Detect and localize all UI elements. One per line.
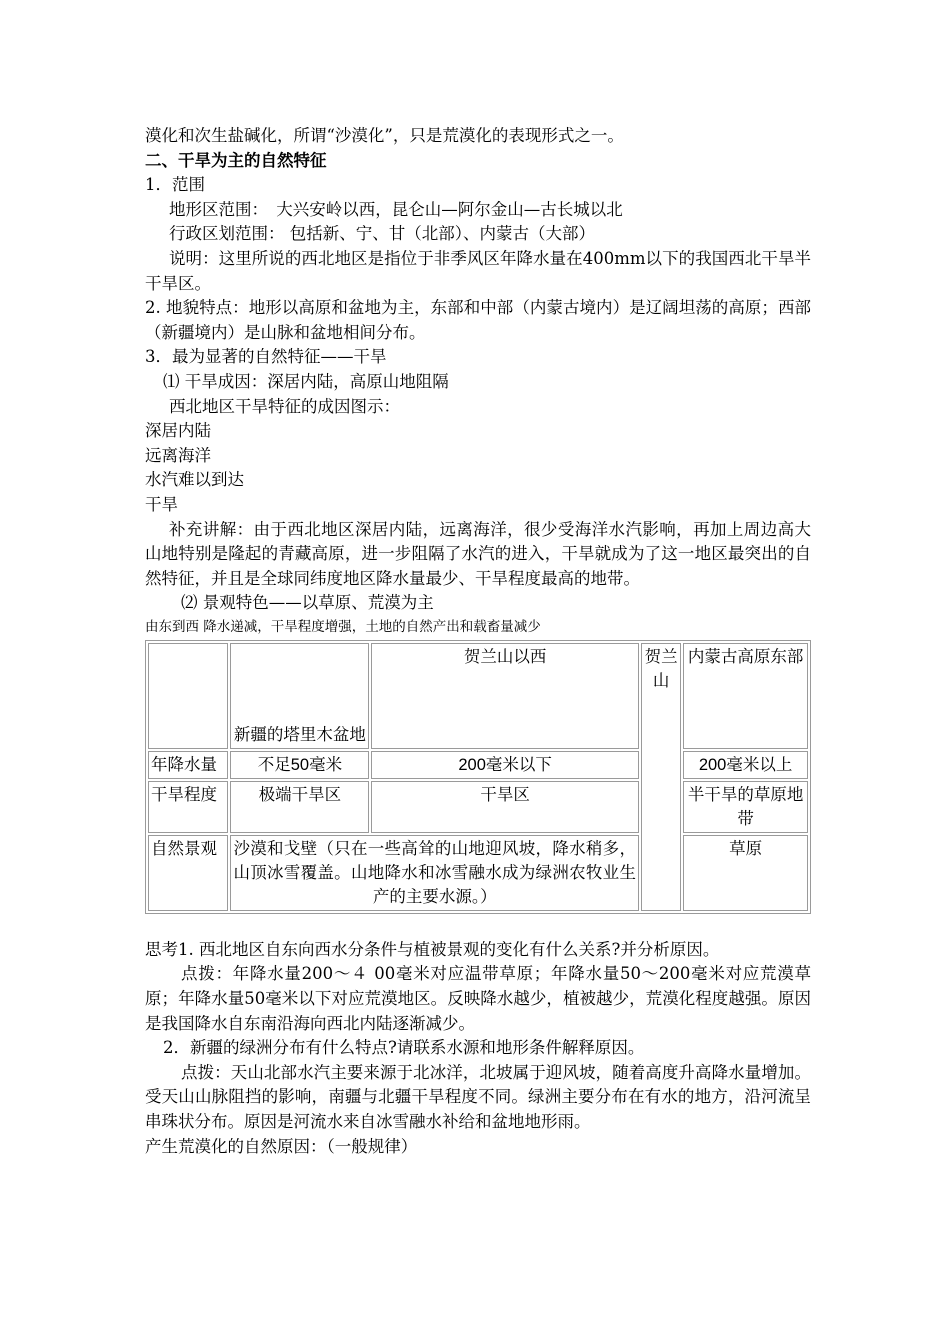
row-label-aridity: 干旱程度 <box>148 781 228 833</box>
diagram-step-drought: 干旱 <box>145 494 178 514</box>
header-tarim-basin: 新疆的塔里木盆地 <box>230 643 369 749</box>
administrative-scope: 行政区划范围： 包括新、宁、甘（北部）、内蒙古（大部） <box>169 224 595 244</box>
supplementary-explanation: 补充讲解：由于西北地区深居内陆，远离海洋，很少受海洋水汽影响，再加上周边高大山地特别是隆起的青藏高原，进一步阻隔了水汽的进入，干旱就成为了这一地区最突出的自然特征，并且是全球同纬度地区降水量最少、干旱程度最高的地带。 <box>145 519 811 588</box>
item-main-feature: 3．最为显著的自然特征——干旱 <box>145 347 387 367</box>
drought-cause-diagram-title: 西北地区干旱特征的成因图示： <box>169 396 400 416</box>
table-corner-cell <box>148 643 228 749</box>
row-label-precipitation: 年降水量 <box>148 751 228 779</box>
row-label-landscape: 自然景观 <box>148 835 228 911</box>
cell-east-precipitation: 200毫米以上 <box>683 751 808 779</box>
cell-tarim-precipitation: 不足50毫米 <box>230 751 369 779</box>
cell-tarim-aridity: 极端干旱区 <box>230 781 369 833</box>
cell-east-landscape: 草原 <box>683 835 808 911</box>
question-1: 思考1. 西北地区自东向西水分条件与植被景观的变化有什么关系?并分析原因。 <box>145 939 720 959</box>
cell-west-aridity: 干旱区 <box>371 781 639 833</box>
natural-causes-heading: 产生荒漠化的自然原因：（一般规律） <box>145 1136 418 1156</box>
cell-west-landscape: 沙漠和戈壁（只在一些高耸的山地迎风坡，降水稍多，山顶冰雪覆盖。山地降水和冰雪融水成为绿洲农牧业生产的主要水源。） <box>230 835 638 911</box>
diagram-step-vapor: 水汽难以到达 <box>145 470 244 490</box>
section-heading-arid-features: 二、干旱为主的自然特征 <box>145 150 327 170</box>
terrain-scope: 地形区范围： 大兴安岭以西，昆仑山—阿尔金山—古长城以北 <box>169 199 623 219</box>
hint-1: 点拨：年降水量200～４ 00毫米对应温带草原；年降水量50～200毫米对应荒漠草原；年降水量50毫米以下对应荒漠地区。反映降水越少，植被越少，荒漠化程度越强。原因是我国降水自东南沿海向西北内陆逐渐减少。 <box>145 964 811 1033</box>
diagram-step-inland: 深居内陆 <box>145 421 211 441</box>
landform-features: 2. 地貌特点：地形以高原和盆地为主，东部和中部（内蒙古境内）是辽阔坦荡的高原；西部（新疆境内）是山脉和盆地相间分布。 <box>145 298 811 342</box>
item-scope: 1．范围 <box>145 175 205 195</box>
question-2: 2．新疆的绿洲分布有什么特点?请联系水源和地形条件解释原因。 <box>163 1038 645 1058</box>
hint-2: 点拨：天山北部水汽主要来源于北冰洋，北坡属于迎风坡，随着高度升高降水量增加。受天山山脉阻挡的影响，南疆与北疆干旱程度不同。绿洲主要分布在有水的地方，沿河流呈串珠状分布。原因是河流水来自冰雪融水补给和盆地地形雨。 <box>145 1062 811 1132</box>
diagram-step-far-from-ocean: 远离海洋 <box>145 445 211 465</box>
landscape-feature: ⑵ 景观特色——以草原、荒漠为主 <box>181 593 434 613</box>
table-row <box>148 835 808 911</box>
east-west-gradient-note: 由东到西 降水递减，干旱程度增强，土地的自然产出和载畜量减少 <box>145 618 541 635</box>
drought-cause: ⑴ 干旱成因：深居内陆，高原山地阻隔 <box>163 371 449 391</box>
header-helan-mountain: 贺兰山 <box>641 643 681 911</box>
header-east-inner-mongolia: 内蒙古高原东部 <box>683 643 808 749</box>
header-west-of-helan: 贺兰山以西 <box>371 643 639 749</box>
table-row <box>148 781 808 833</box>
table-header-row <box>148 643 808 749</box>
scope-explanation: 说明：这里所说的西北地区是指位于非季风区年降水量在400mm以下的我国西北干旱半干旱区。 <box>145 248 811 293</box>
comparison-table <box>145 640 811 914</box>
document-body <box>145 124 811 1159</box>
cell-east-aridity: 半干旱的草原地带 <box>683 781 808 833</box>
table-row <box>148 751 808 779</box>
cell-west-precipitation: 200毫米以下 <box>371 751 639 779</box>
paragraph-desertification-note: 漠化和次生盐碱化，所谓“沙漠化”，只是荒漠化的表现形式之一。 <box>145 126 624 145</box>
